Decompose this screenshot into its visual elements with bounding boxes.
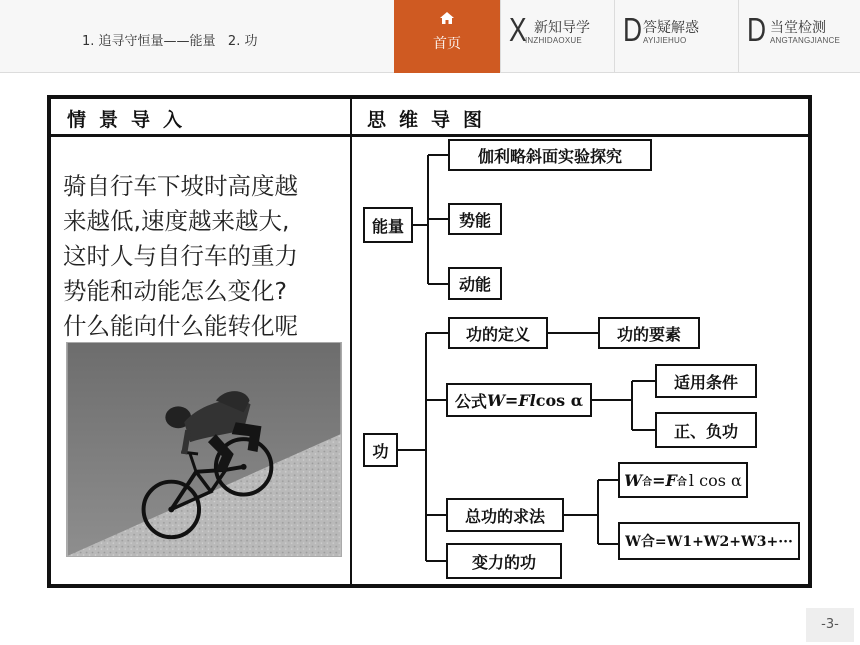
story-line: 来越低,速度越来越大,	[63, 207, 290, 235]
tab-label: 当堂检测	[770, 20, 826, 36]
tab-letter: D	[747, 11, 767, 48]
header-scenario-intro: 情景导入	[67, 109, 196, 131]
tab-xinzhi-daoxue[interactable]	[500, 0, 614, 73]
node-kinetic-energy: 动能	[448, 267, 502, 300]
header-divider	[51, 134, 808, 137]
tab-dangtang-jiance[interactable]	[738, 0, 860, 73]
f1-w-sub: 合	[642, 476, 653, 488]
node-work-elements: 功的要素	[598, 317, 700, 349]
scenario-question	[63, 169, 348, 344]
node-work-definition: 功的定义	[448, 317, 548, 349]
tab-pinyin: INZHIDAOXUE	[525, 36, 582, 45]
home-icon	[440, 12, 454, 24]
page-number: -3-	[806, 608, 854, 642]
node-galileo-experiment: 伽利略斜面实验探究	[448, 139, 652, 171]
formula-fl: Fl	[518, 390, 536, 410]
header-mind-map: 思维导图	[367, 109, 496, 131]
story-line: 什么能向什么能转化呢	[63, 312, 298, 340]
node-work-formula	[446, 383, 592, 417]
tab-dayi-jiehuo[interactable]	[614, 0, 738, 73]
tab-letter: D	[623, 11, 643, 48]
node-total-work-formula-1	[618, 462, 748, 498]
node-total-work-formula-2: W合=W1+W2+W3+···	[618, 522, 800, 560]
node-positive-negative-work: 正、负功	[655, 412, 757, 448]
home-label: 首页	[433, 36, 461, 52]
top-navigation-bar	[0, 0, 860, 73]
formula-w: W	[486, 390, 505, 410]
tab-label: 答疑解惑	[643, 20, 699, 36]
home-button[interactable]	[394, 0, 500, 73]
node-total-work-method: 总功的求法	[446, 498, 564, 532]
node-work: 功	[363, 433, 398, 467]
node-variable-force-work: 变力的功	[446, 543, 562, 579]
tab-letter: X	[509, 11, 527, 48]
f1-f: F	[665, 470, 677, 490]
formula-cos: cos α	[535, 390, 584, 410]
story-line: 这时人与自行车的重力	[63, 242, 298, 270]
f1-w: W	[624, 470, 643, 490]
f1-tail: l cos α	[688, 470, 742, 490]
story-line: 势能和动能怎么变化?	[63, 277, 287, 305]
node-potential-energy: 势能	[448, 203, 502, 235]
tab-pinyin: AYIJIEHUO	[643, 36, 687, 45]
node-energy: 能量	[363, 207, 413, 243]
chapter-title: 1. 追寻守恒量——能量 2. 功	[82, 34, 258, 49]
cyclist-downhill-photo	[66, 342, 342, 557]
column-divider	[350, 99, 352, 584]
f1-eq: =	[652, 470, 666, 490]
story-line: 骑自行车下坡时高度越	[63, 172, 298, 200]
tab-pinyin: ANGTANGJIANCE	[770, 36, 841, 45]
formula-prefix: 公式	[454, 391, 487, 411]
tab-label: 新知导学	[534, 20, 590, 36]
formula-equals: =	[504, 390, 519, 410]
f1-f-sub: 合	[676, 476, 687, 488]
node-applicable-conditions: 适用条件	[655, 364, 757, 398]
